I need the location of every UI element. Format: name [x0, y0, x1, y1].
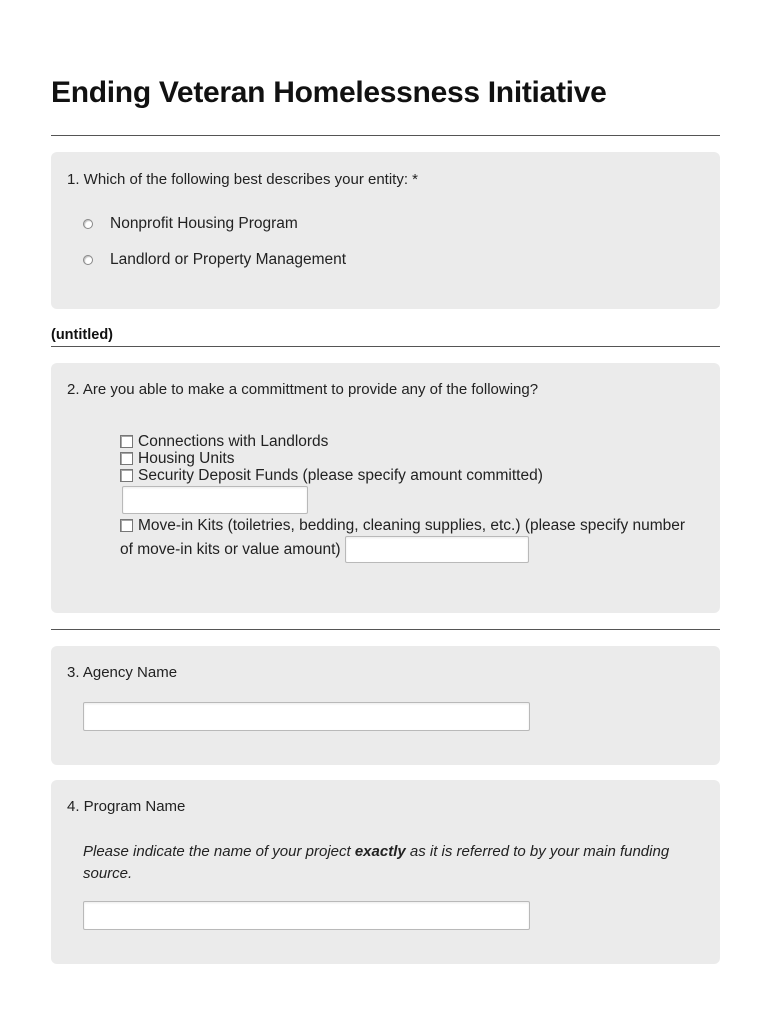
checkbox-label: Move-in Kits (toiletries, bedding, cleaning supplies, etc.) (please specify number	[138, 516, 686, 534]
section-divider	[51, 346, 720, 347]
program-name-input[interactable]	[83, 901, 530, 930]
form-title: Ending Veteran Homelessness Initiative	[51, 76, 607, 109]
help-text-end: as it is referred to by your main funding source.	[83, 843, 670, 882]
checkbox[interactable]	[120, 435, 133, 448]
checkbox[interactable]	[120, 469, 133, 482]
radio-button[interactable]	[83, 219, 93, 229]
radio-option-label: Nonprofit Housing Program	[110, 215, 298, 232]
question-3-text: 3. Agency Name	[67, 664, 178, 681]
question-1-card	[51, 152, 720, 309]
agency-name-input[interactable]	[83, 702, 530, 731]
move-in-kits-label-continued: of move-in kits or value amount)	[120, 541, 341, 558]
question-2-text: 2. Are you able to make a committment to provide any of the following?	[67, 381, 539, 398]
move-in-kits-amount-input[interactable]	[345, 536, 529, 563]
radio-button[interactable]	[83, 255, 93, 265]
checkbox[interactable]	[120, 519, 133, 532]
title-divider	[51, 135, 720, 136]
question-3-card	[51, 646, 720, 765]
security-deposit-amount-input[interactable]	[122, 486, 308, 514]
question-1-text: 1. Which of the following best describes your entity: *	[67, 171, 419, 188]
radio-option-label: Landlord or Property Management	[110, 251, 347, 268]
checkbox-option-housing-units[interactable]	[120, 450, 235, 467]
question-4-card	[51, 780, 720, 964]
section-title: (untitled)	[51, 327, 114, 343]
question-2-card	[51, 363, 720, 613]
checkbox-label: Housing Units	[138, 449, 235, 467]
radio-option-nonprofit[interactable]	[83, 214, 298, 234]
radio-option-landlord[interactable]	[83, 250, 346, 270]
help-text-emphasis: exactly	[354, 843, 406, 860]
checkbox-label: Connections with Landlords	[138, 432, 329, 450]
section-divider-2	[51, 629, 720, 630]
checkbox-label: Security Deposit Funds (please specify amount committed)	[138, 466, 543, 484]
checkbox[interactable]	[120, 452, 133, 465]
checkbox-option-security-deposit[interactable]	[120, 467, 543, 484]
question-4-help-text	[83, 841, 693, 885]
checkbox-option-move-in-kits[interactable]	[120, 517, 685, 534]
checkbox-option-landlords[interactable]	[120, 433, 328, 450]
help-text-start: Please indicate the name of your project	[83, 843, 355, 860]
question-4-text: 4. Program Name	[67, 798, 186, 815]
